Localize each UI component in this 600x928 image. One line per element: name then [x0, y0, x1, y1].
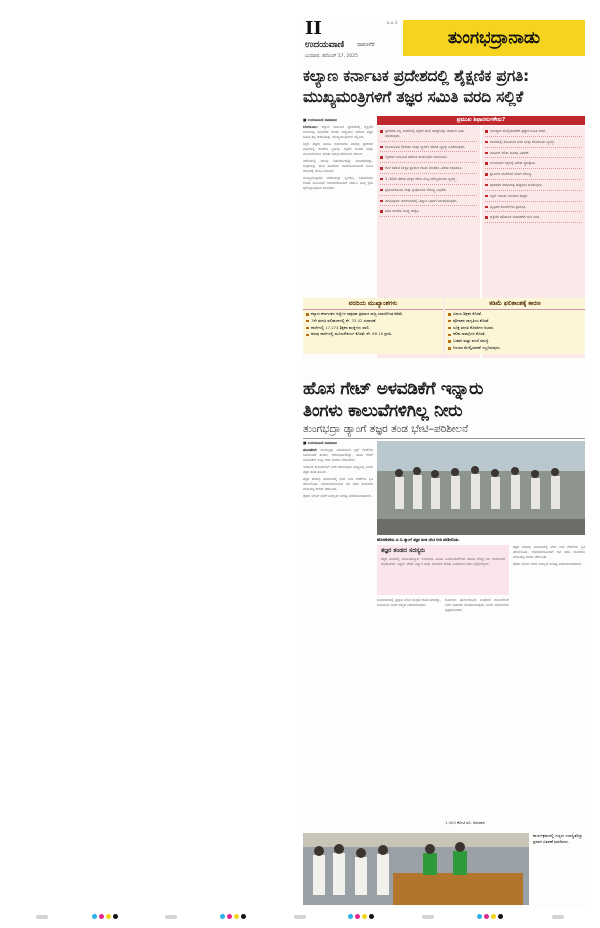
story2-paragraph: ತಜ್ಞರ ತಂಡವು ಜಲಾಶಯಕ್ಕೆ ಭೇಟಿ ನೀಡಿ ಗೇಟ್‌ಗಳ ಸ್ಥಿತಿ ಪರಿಶೀಲಿಸಿತು. ಅಧಿಕಾರಿಗಳೊಂದಿಗೆ ಸಭೆ ನಡೆಸಿ ಕಾಮಗಾರಿ ವೇಳಾಪಟ್ಟಿ ಕುರಿತು ಚರ್ಚಿಸಿತು.: [303, 477, 373, 491]
highlight-item: ಕಲ್ಯಾಣ ಕರ್ನಾಟಕದ ಜಿಲ್ಲೆಗಳ ಸಾಕ್ಷರತಾ ಪ್ರಮಾಣ ರಾಜ್ಯ ಸರಾಸರಿಗಿಂತ ಕಡಿಮೆ.: [306, 312, 440, 317]
black-dot: [241, 914, 246, 919]
page-number: II: [305, 18, 322, 39]
dam-photo-caption: ಹೊಸಪೇಟೆಯ ಟಿ.ಬಿ.ಡ್ಯಾಂಗೆ ತಜ್ಞರ ತಂಡ ಭೇಟಿ ನೀಡಿ ಪರಿಶೀಲಿಸಿತು.: [377, 537, 460, 542]
cyan-dot: [92, 914, 97, 919]
story2-body-column: [303, 441, 373, 826]
recommendation-item: ಶಾಲೆ ಬಿಡುವ ಮಕ್ಕಳ ಪ್ರಮಾಣ ಕಡಿಮೆ ಮಾಡಲು ವಿಶೇಷ ಅಭಿಯಾನ.: [380, 166, 477, 174]
registration-mark: [552, 915, 564, 919]
story1-dateline: ಬೆಂಗಳೂರು:: [303, 125, 318, 129]
magenta-dot: [355, 914, 360, 919]
story2-column-4: [513, 545, 585, 825]
recommendation-item: ಶೈಕ್ಷಣಿಕ ಫಲಿತಾಂಶ ಸುಧಾರಣೆಗೆ ಗುರಿ ನಿಗದಿ.: [485, 215, 582, 223]
recommendation-item: ಶಾಲೆಗಳಲ್ಲಿ ಕುಡಿಯುವ ನೀರು ಮತ್ತು ಶೌಚಾಲಯ ವ್ಯವಸ್ಥೆ.: [485, 140, 582, 148]
story1-paragraph: ಮುಖ್ಯಮಂತ್ರಿಗಳು ವರದಿಯನ್ನು ಸ್ವೀಕರಿಸಿ, ಶಿಫಾರಸುಗಳ ಕುರಿತು ಸಂಬಂಧಿತ ಇಲಾಖೆಗಳೊಂದಿಗೆ ಚರ್ಚಿಸಿ ಸೂಕ್ತ ಕ್ರಮ ಕೈಗೊಳ್ಳುವುದಾಗಿ ತಿಳಿಸಿದರು.: [303, 176, 373, 190]
experts-box-header: ತಜ್ಞರ ತಂಡದ ಸದಸ್ಯರು: [381, 547, 426, 554]
bottom-event-photo-art: [303, 833, 529, 905]
story2-paragraph: ರೈತರು ಬೇಸಿಗೆ ಬೆಳೆಗೆ ನೀರಿಲ್ಲದೆ ಸಂಕಷ್ಟ ಎದುರಿಸುವಂತಾಗಿದೆ.: [303, 494, 372, 498]
story2-headline-line1: ಹೊಸ ಗೇಟ್ ಅಳವಡಿಕೆಗೆ ಇನ್ನಾರು: [303, 379, 484, 399]
recommendation-item: ಅನುಷ್ಠಾನ ಮೇಲ್ವಿಚಾರಣೆಗೆ ಪ್ರತ್ಯೇಕ ಸಮಿತಿ ರಚನೆ.: [485, 129, 582, 137]
recommendation-item: ಮೂಲಭೂತ ಸೌಕರ್ಯ ಮತ್ತು ಸ್ಮಾರ್ಟ್ ತರಗತಿ ವ್ಯವಸ್ಥೆ ಒದಗಿಸುವುದು.: [380, 145, 477, 153]
reasons-box: [445, 298, 585, 354]
recommendation-item: ವಸತಿ ಶಾಲೆಗಳ ಸಂಖ್ಯೆ ಹೆಚ್ಚಳ.: [380, 209, 477, 217]
grant-note: 1,000 ಕೋಟಿ ರೂ. ಅನುದಾನ: [445, 820, 485, 825]
masthead: [303, 18, 585, 64]
section-title: ತುಂಗಭದ್ರಾನಾಡು: [403, 20, 585, 56]
story2-column-text: ರೈತರು ಬೇಸಿಗೆ ಬೆಳೆಗೆ ನೀರಿಲ್ಲದೆ ಸಂಕಷ್ಟ ಎದುರಿಸುವಂತಾಗಿದೆ.: [513, 562, 582, 566]
page-tag: ಬಿ.ಪಿ 3: [387, 20, 398, 25]
highlights-header: ವರದಿಯ ಮುಖ್ಯಾಂಶಗಳು: [303, 298, 443, 310]
reason-item: ಪೋಷಕರ ಜಾಗೃತಿಯ ಕೊರತೆ.: [448, 319, 582, 324]
yellow-dot: [362, 914, 367, 919]
experts-box: [377, 545, 509, 595]
story1-headline-line1: ಕಲ್ಯಾಣ ಕರ್ನಾಟಕ ಪ್ರದೇಶದಲ್ಲಿ ಶೈಕ್ಷಣಿಕ ಪ್ರಗತಿ:: [303, 67, 530, 85]
edition-city: ದಾವಣಗೆರೆ: [357, 42, 375, 48]
recommendation-item: ಶಿಕ್ಷಕರಿಗೆ ನಿಯಮಿತ ತರಬೇತಿ ಕಾರ್ಯಕ್ರಮ ಆಯೋಜನೆ.: [380, 155, 477, 163]
reasons-header: ಕಡಿಮೆ ಫಲಿತಾಂಶಕ್ಕೆ ಕಾರಣ: [445, 298, 585, 310]
reason-item: ವಿಷಯ ಶಿಕ್ಷಕರ ಕೊರತೆ.: [448, 312, 582, 317]
reason-item: ಸೂಕ್ತ ತರಗತಿ ಕೊಠಡಿಗಳ ಅಭಾವ.: [448, 326, 582, 331]
yellow-dot: [491, 914, 496, 919]
story2-column-text: ಜಲಾಶಯದಲ್ಲಿ ಪ್ರಸ್ತುತ ನೀರಿನ ಸಂಗ್ರಹ ಕಡಿಮೆಯಾಗಿದ್ದು, ಕುಡಿಯುವ ನೀರಿಗೆ ಆದ್ಯತೆ ನೀಡಲಾಗುವುದು.: [377, 598, 441, 607]
cyan-dot: [477, 914, 482, 919]
recommendation-item: ಪ್ರದೇಶದ ಎಲ್ಲ ಶಾಲೆಗಳಲ್ಲಿ ಶಿಕ್ಷಕರ ಖಾಲಿ ಹುದ್ದೆಗಳನ್ನು ತುರ್ತಾಗಿ ಭರ್ತಿ ಮಾಡುವುದು.: [380, 129, 477, 142]
recommendation-item: ಶಿಕ್ಷಣ ಇಲಾಖೆ ಅನುದಾನ ಹೆಚ್ಚಳ.: [485, 194, 582, 202]
story1-paragraph: ವರದಿಯಲ್ಲಿ ಹಲವು ಶಿಫಾರಸುಗಳನ್ನು ಮಾಡಲಾಗಿದ್ದು, ಅವುಗಳನ್ನು ಹಂತ ಹಂತವಾಗಿ ಜಾರಿಗೊಳಿಸುವಂತೆ ಸಮಿತಿ ಸರ್ಕಾರಕ್ಕೆ ಮನವಿ ಮಾಡಿದೆ.: [303, 159, 373, 173]
story1-byline: ■ ಉದಯವಾಣಿ ಸಮಾಚಾರ: [303, 118, 337, 122]
reason-item: ಬಡತನ ಮತ್ತು ವಲಸೆ ಸಮಸ್ಯೆ.: [448, 339, 582, 344]
registration-mark: [36, 915, 48, 919]
recommendation-item: ಪೋಷಕರ ಸಹಭಾಗಿತ್ವ ಹೆಚ್ಚಿಸುವ ಕಾರ್ಯಕ್ರಮ.: [485, 183, 582, 191]
story2-paragraph: ಇದರಿಂದ ಕಾಲುವೆಗಳಿಗೆ ನೀರು ಹರಿಸುವುದು ಸಾಧ್ಯವಿಲ್ಲ ಎಂದು ತಜ್ಞರ ತಂಡ ತಿಳಿಸಿದೆ.: [303, 465, 373, 474]
story1-paragraph: ಶಿಕ್ಷಣ ತಜ್ಞರು ಹಾಗೂ ಅಧಿಕಾರಿಗಳ ತಂಡವು ಪ್ರದೇಶದ ಜಿಲ್ಲೆಗಳಲ್ಲಿ ಶಾಲೆಗಳ ಸ್ಥಿತಿಗತಿ, ಶಿಕ್ಷಕರ ಕೊರತೆ ಮತ್ತು ಮೂಲಸೌಕರ್ಯ ಕುರಿತು ಸಮಗ್ರ ಪರಿಶೀಲನೆ ನಡೆಸಿದೆ.: [303, 142, 373, 156]
registration-mark: [294, 915, 306, 919]
story2-paragraph: ತುಂಗಭದ್ರಾ ಜಲಾಶಯದ ಕ್ರಸ್ಟ್ ಗೇಟ್‌ಗಳ ಬದಲಾವಣೆ ಕಾರ್ಯ ಆರಂಭವಾಗಲಿದ್ದು, ಹೊಸ ಗೇಟ್ ಅಳವಡಿಕೆಗೆ ಇನ್ನೂ ಆರು ತಿಂಗಳು ಬೇಕಾಗಲಿದೆ.: [303, 448, 373, 462]
paper-name: ಉದಯವಾಣಿ: [305, 40, 345, 50]
story2-subhead: ತುಂಗಭದ್ರಾ ಡ್ಯಾಂಗೆ ತಜ್ಞರ ತಂಡ ಭೇಟಿ–ಪರಿಶೀಲನೆ: [303, 423, 585, 439]
recommendation-item: ಪ್ರಯೋಗಾಲಯ ಮತ್ತು ಗ್ರಂಥಾಲಯ ಸೌಲಭ್ಯ ವಿಸ್ತರಣೆ.: [380, 188, 477, 196]
highlight-item: ಹಲವು ಶಾಲೆಗಳಲ್ಲಿ ಮೂಲಸೌಕರ್ಯ ಕೊರತೆ; ಶೇ. 66.16 ಪ್ರಗತಿ.: [306, 332, 440, 337]
recommendation-item: ಗ್ರಾಮೀಣ ಶಾಲೆಗಳಿಗೆ ಸಾರಿಗೆ ಸೌಲಭ್ಯ.: [485, 172, 582, 180]
story2-column-text: ಕಾಮಗಾರಿ ಪೂರ್ಣಗೊಂಡ ನಂತರವೇ ಕಾಲುವೆಗಳಿಗೆ ನೀರು ಬಿಡುಗಡೆ ಮಾಡಲಾಗುವುದು ಎಂದು ಅಧಿಕಾರಿಗಳು ಸ್ಪಷ್ಟಪಡಿಸಿದರು.: [445, 598, 509, 612]
recommendation-item: ಬಾಲಕಿಯರ ಶಿಕ್ಷಣಕ್ಕೆ ವಿಶೇಷ ಪ್ರೋತ್ಸಾಹ.: [485, 161, 582, 169]
black-dot: [113, 914, 118, 919]
story1-headline-line2: ಮುಖ್ಯಮಂತ್ರಿಗಳಿಗೆ ತಜ್ಞರ ಸಮಿತಿ ವರದಿ ಸಲ್ಲಿಕೆ: [303, 88, 524, 106]
cyan-dot: [220, 914, 225, 919]
edition-date: ಬುಧವಾರ, ಡಿಸೆಂಬರ್ 17, 2025: [305, 54, 358, 59]
recommendations-header: ಪ್ರಮುಖ ಶಿಫಾರಸುಗಳೇನು?: [377, 116, 585, 125]
registration-mark: [165, 915, 177, 919]
magenta-dot: [484, 914, 489, 919]
story2-headline: [303, 378, 585, 422]
black-dot: [498, 914, 503, 919]
bottom-photo-caption: ಕಾರ್ಯಕ್ರಮದಲ್ಲಿ ಗಣ್ಯರು ಉಪಸ್ಥಿತರಿದ್ದು ಪ್ರಸಾದ ವಿತರಣೆ ಮಾಡಿದರು.: [533, 833, 583, 844]
highlight-item: ಶಾಲೆಗಳಲ್ಲಿ 17,274 ಶಿಕ್ಷಕರ ಹುದ್ದೆಗಳು ಖಾಲಿ.: [306, 326, 440, 331]
yellow-dot: [234, 914, 239, 919]
recommendation-item: ಪದವಿಪೂರ್ವ ಕಾಲೇಜುಗಳಲ್ಲಿ ವಿಜ್ಞಾನ ವಿಭಾಗ ಬಲಪಡಿಸುವುದು.: [380, 199, 477, 207]
experts-box-text: ತಜ್ಞರ ತಂಡದಲ್ಲಿ ಜಲಸಂಪನ್ಮೂಲ ಇಲಾಖೆಯ ಹಿರಿಯ ಎಂಜಿನಿಯರ್‌ಗಳು ಹಾಗೂ ಕೇಂದ್ರ ಜಲ ಆಯೋಗದ ಅಧಿಕಾರಿಗಳು ಇದ್ದರು. ಗೇಟ್ ವಿನ್ಯಾಸ ಮತ್ತು ಅಳವಡಿಕೆ ಕುರಿತು ವಿವರವಾದ ವರದಿ ಸಲ್ಲಿಸಲಿದ್ದಾರೆ.: [381, 557, 505, 566]
story1-paragraph: ಕಲ್ಯಾಣ ಕರ್ನಾಟಕ ಪ್ರದೇಶದಲ್ಲಿ ಶೈಕ್ಷಣಿಕ ಗುಣಮಟ್ಟ ಸುಧಾರಣೆ ಕುರಿತು ಅಧ್ಯಯನ ನಡೆಸಿದ ತಜ್ಞರ ಸಮಿತಿ ತನ್ನ ವರದಿಯನ್ನು ಮುಖ್ಯಮಂತ್ರಿಗಳಿಗೆ ಸಲ್ಲಿಸಿದೆ.: [303, 125, 373, 139]
recommendation-item: ಡಿಜಿಟಲ್ ಕಲಿಕಾ ಸಾಮಗ್ರಿ ವಿತರಣೆ.: [485, 151, 582, 159]
bottom-event-photo: [303, 833, 529, 905]
story2-headline-line2: ತಿಂಗಳು ಕಾಲುವೆಗಳಿಗಿಲ್ಲ ನೀರು: [303, 401, 463, 421]
yellow-dot: [106, 914, 111, 919]
story2-dateline: ಹೊಸಪೇಟೆ:: [303, 448, 318, 452]
registration-mark: [422, 915, 434, 919]
reason-item: ಕಲಿಕಾ ಸಾಮಗ್ರಿಗಳ ಕೊರತೆ.: [448, 332, 582, 337]
highlight-item: 7ನೇ ತರಗತಿ ಫಲಿತಾಂಶದಲ್ಲಿ ಶೇ. 33.42 ಸುಧಾರಣೆ.: [306, 319, 440, 324]
dam-visit-photo: [377, 441, 585, 535]
highlights-box: [303, 298, 443, 354]
story2-column-2: [377, 598, 441, 828]
reason-item: ನಿರಂತರ ಮೇಲ್ವಿಚಾರಣೆ ಇಲ್ಲದಿರುವುದು.: [448, 346, 582, 351]
cyan-dot: [348, 914, 353, 919]
black-dot: [369, 914, 374, 919]
story2-byline: ■ ಉದಯವಾಣಿ ಸಮಾಚಾರ: [303, 441, 337, 445]
newspaper-page: [303, 18, 585, 908]
dam-visit-photo-art: [377, 441, 585, 535]
magenta-dot: [99, 914, 104, 919]
story2-column-text: ತಜ್ಞರ ತಂಡವು ಜಲಾಶಯಕ್ಕೆ ಭೇಟಿ ನೀಡಿ ಗೇಟ್‌ಗಳ ಸ್ಥಿತಿ ಪರಿಶೀಲಿಸಿತು. ಅಧಿಕಾರಿಗಳೊಂದಿಗೆ ಸಭೆ ನಡೆಸಿ ಕಾಮಗಾರಿ ವೇಳಾಪಟ್ಟಿ ಕುರಿತು ಚರ್ಚಿಸಿತು.: [513, 545, 585, 559]
story2-column-3: [445, 598, 509, 828]
recommendation-item: 1–10ನೇ ತರಗತಿ ಮಕ್ಕಳ ಕಲಿಕಾ ಮಟ್ಟ ಮೌಲ್ಯಮಾಪನ ವ್ಯವಸ್ಥೆ.: [380, 177, 477, 185]
story1-headline: [303, 66, 585, 108]
magenta-dot: [227, 914, 232, 919]
recommendation-item: ವೃತ್ತಿಪರ ಕೋರ್ಸ್‌ಗಳ ಪ್ರಾರಂಭ.: [485, 205, 582, 213]
